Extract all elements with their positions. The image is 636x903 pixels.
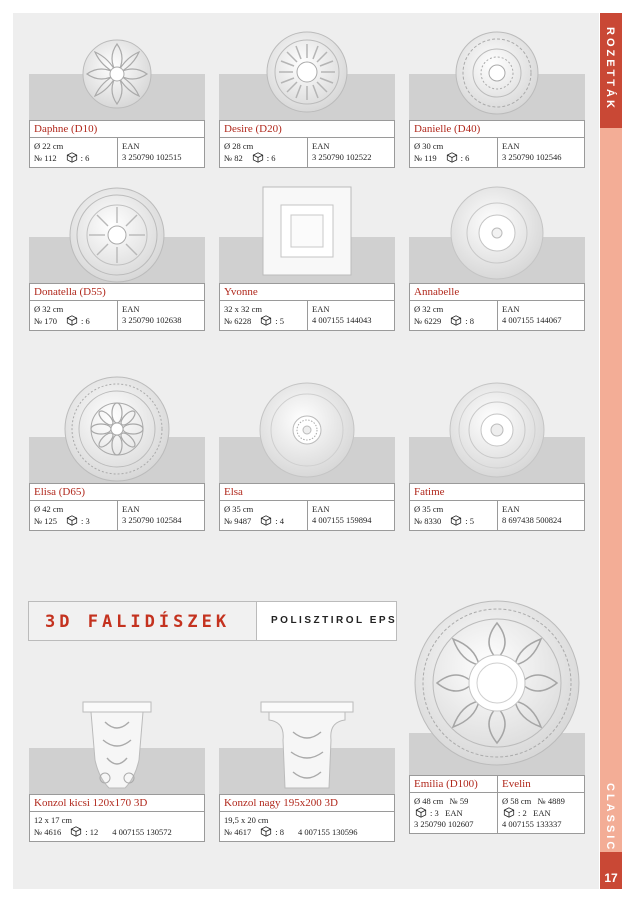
product-info xyxy=(409,775,585,834)
product-number: № 119 xyxy=(414,153,437,163)
box-icon xyxy=(414,807,428,818)
ean-label: EAN xyxy=(502,504,520,514)
rosette-image xyxy=(67,185,167,285)
product-name: Elisa (D65) xyxy=(30,484,204,501)
box-quantity: : 6 xyxy=(266,153,276,163)
product-name: Elsa xyxy=(220,484,394,501)
ean-code: 3 250790 102584 xyxy=(122,515,182,525)
product-number: № 112 xyxy=(34,153,57,163)
box-icon xyxy=(65,515,79,526)
rosette-image xyxy=(63,375,171,483)
product-dimension: Ø 35 cm xyxy=(414,504,444,514)
product-info xyxy=(29,283,205,331)
product-dimension: Ø 58 cm xyxy=(502,796,532,806)
product-name: Donatella (D55) xyxy=(30,284,204,301)
product-name: Yvonne xyxy=(220,284,394,301)
ean-code: 4 007155 144067 xyxy=(502,315,562,325)
product-name: Desire (D20) xyxy=(220,121,394,138)
product-info xyxy=(29,483,205,531)
rosette-image xyxy=(449,185,545,281)
sidebar-middle xyxy=(600,128,622,852)
square-rosette-image xyxy=(261,185,353,277)
product-number: № 170 xyxy=(34,316,57,326)
ean-code: 3 250790 102638 xyxy=(122,315,182,325)
box-icon xyxy=(502,807,516,818)
product-number: № 82 xyxy=(224,153,243,163)
product-dimension: Ø 30 cm xyxy=(414,141,444,151)
product-dimension: Ø 28 cm xyxy=(224,141,254,151)
sidebar-top-label: ROZETTÁK xyxy=(604,27,616,111)
sidebar-top-tab xyxy=(600,13,622,128)
product-dimension: Ø 42 cm xyxy=(34,504,64,514)
product-dimension: Ø 32 cm xyxy=(34,304,64,314)
ean-code: 4 007155 159894 xyxy=(312,515,372,525)
product-info xyxy=(219,483,395,531)
product-name-evelin: Evelin xyxy=(502,778,531,790)
box-quantity: : 2 xyxy=(518,808,527,818)
product-info xyxy=(409,483,585,531)
product-name: Annabelle xyxy=(410,284,584,301)
ean-label: EAN xyxy=(122,304,140,314)
box-icon xyxy=(65,315,79,326)
product-number: № 6229 xyxy=(414,316,442,326)
ean-label: EAN xyxy=(122,504,140,514)
product-number: № 6228 xyxy=(224,316,252,326)
ean-code: 3 250790 102607 xyxy=(414,819,474,829)
rosette-image xyxy=(454,30,540,116)
product-name: Danielle (D40) xyxy=(410,121,584,138)
box-icon xyxy=(259,315,273,326)
section-banner-3d xyxy=(28,601,397,641)
product-dimension: Ø 22 cm xyxy=(34,141,64,151)
product-number: № 59 xyxy=(449,796,469,806)
box-quantity: : 5 xyxy=(275,316,284,326)
box-icon xyxy=(259,515,273,526)
product-dimension: 12 x 17 cm xyxy=(34,815,73,825)
box-icon xyxy=(251,152,265,163)
ean-code: 4 007155 144043 xyxy=(312,315,372,325)
box-icon xyxy=(259,826,273,837)
box-icon xyxy=(65,152,79,163)
product-info xyxy=(219,283,395,331)
product-info xyxy=(409,120,585,168)
corbel-image xyxy=(81,700,153,792)
sidebar xyxy=(600,13,622,889)
rosette-image xyxy=(265,30,349,114)
ean-code: 8 697438 500824 xyxy=(502,515,562,525)
box-quantity: : 3 xyxy=(430,808,439,818)
ean-code: 4 007155 130572 xyxy=(112,827,172,837)
box-icon xyxy=(449,515,463,526)
ean-label: EAN xyxy=(502,304,520,314)
sidebar-classic-label: CLASSIC xyxy=(604,783,616,853)
product-number: № 8330 xyxy=(414,516,442,526)
product-number: № 125 xyxy=(34,516,57,526)
box-icon xyxy=(69,826,83,837)
rosette-image xyxy=(81,38,153,110)
corbel-image xyxy=(259,700,355,792)
box-icon xyxy=(445,152,459,163)
product-info xyxy=(29,120,205,168)
ean-code: 4 007155 133337 xyxy=(502,819,562,829)
ean-label: EAN xyxy=(122,141,140,151)
product-name: Daphne (D10) xyxy=(30,121,204,138)
product-number: № 4616 xyxy=(34,827,62,837)
box-quantity: : 4 xyxy=(275,516,284,526)
product-number: № 9487 xyxy=(224,516,252,526)
product-number: № 4617 xyxy=(224,827,252,837)
ean-code: 3 250790 102522 xyxy=(312,152,372,162)
ean-label: EAN xyxy=(312,304,330,314)
ean-code: 3 250790 102546 xyxy=(502,152,562,162)
product-name: Fatime xyxy=(410,484,584,501)
box-quantity: : 6 xyxy=(81,316,90,326)
ean-label: EAN xyxy=(502,141,520,151)
section-subtitle: POLISZTIROL EPS xyxy=(271,615,398,626)
product-name: Konzol kicsi 120x170 3D xyxy=(30,795,204,812)
box-quantity: : 6 xyxy=(460,153,470,163)
ean-code: 4 007155 130596 xyxy=(298,827,358,837)
ean-code: 3 250790 102515 xyxy=(122,152,182,162)
page-number: 17 xyxy=(604,871,618,885)
product-dimension: 32 x 32 cm xyxy=(224,304,263,314)
product-dimension: Ø 35 cm xyxy=(224,504,254,514)
product-number: № 4889 xyxy=(537,796,565,806)
box-quantity: : 8 xyxy=(465,316,474,326)
box-quantity: : 5 xyxy=(465,516,474,526)
ean-label: EAN xyxy=(445,808,463,818)
product-dimension: 19,5 x 20 cm xyxy=(224,815,269,825)
product-info xyxy=(29,794,205,842)
box-quantity: : 3 xyxy=(81,516,90,526)
rosette-image xyxy=(258,381,356,479)
product-dimension: Ø 48 cm xyxy=(414,796,444,806)
product-dimension: Ø 32 cm xyxy=(414,304,444,314)
product-name-emilia: Emilia (D100) xyxy=(410,776,498,792)
product-info xyxy=(219,120,395,168)
ean-label: EAN xyxy=(533,808,551,818)
ean-label: EAN xyxy=(312,141,330,151)
product-info xyxy=(219,794,395,842)
rosette-image xyxy=(448,381,546,479)
ean-label: EAN xyxy=(312,504,330,514)
box-quantity: : 12 xyxy=(85,827,99,837)
product-info xyxy=(409,283,585,331)
box-quantity: : 8 xyxy=(275,827,284,837)
box-icon xyxy=(449,315,463,326)
box-quantity: : 6 xyxy=(80,153,90,163)
product-name: Konzol nagy 195x200 3D xyxy=(220,795,394,812)
rosette-image xyxy=(413,599,581,767)
section-title: 3D FALIDÍSZEK xyxy=(29,602,257,640)
